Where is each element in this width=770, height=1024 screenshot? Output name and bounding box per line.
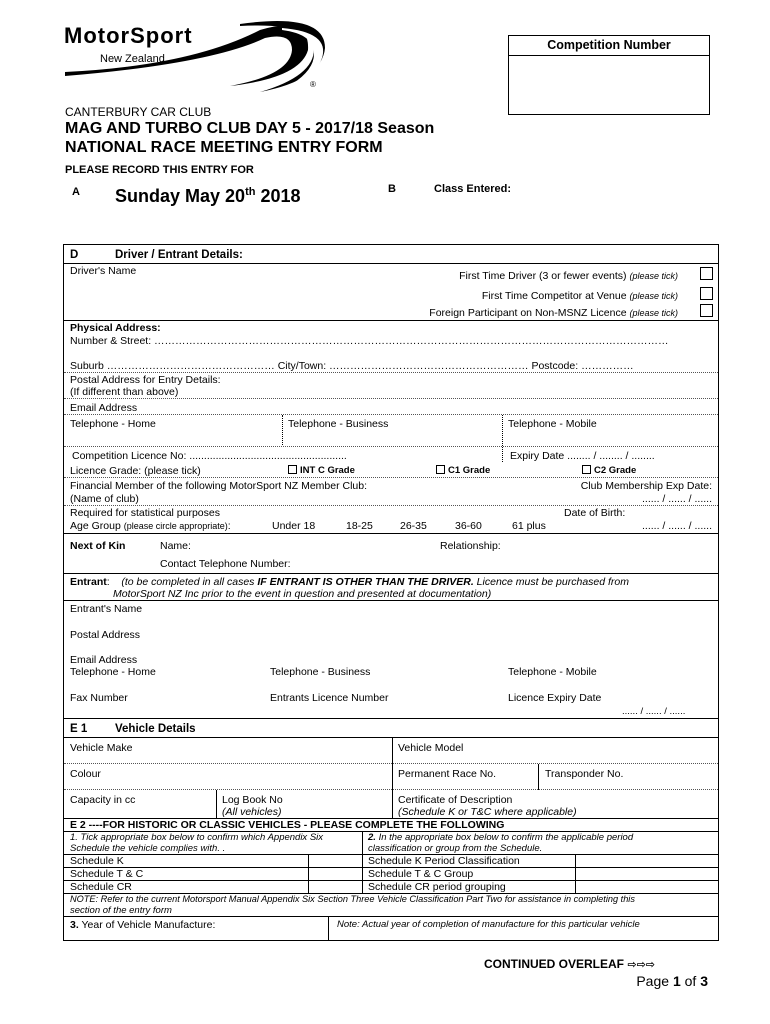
club-membership-exp-label: Club Membership Exp Date: bbox=[580, 480, 712, 492]
first-time-competitor-text: First Time Competitor at Venue bbox=[481, 290, 627, 302]
entrant-note-continued: MotorSport NZ Inc prior to the event in question and presented at documentation) bbox=[113, 588, 492, 600]
c2-grade-checkbox[interactable] bbox=[582, 465, 591, 474]
e2-instruction-2-number: 2. bbox=[368, 832, 376, 843]
entrant-note bbox=[70, 576, 629, 588]
competition-number-field[interactable] bbox=[509, 56, 709, 114]
schedule-tc-label: Schedule T & C bbox=[70, 868, 144, 880]
please-tick-hint: (please tick) bbox=[629, 271, 678, 281]
age-option-26-35[interactable]: 26-35 bbox=[400, 520, 427, 532]
entrant-note-a: (to be completed in all cases bbox=[121, 576, 258, 588]
email-address-label: Email Address bbox=[70, 402, 138, 414]
e2-instruction-1: 1. Tick appropriate box below to confirm which Appendix Six bbox=[70, 832, 324, 843]
section-e1-title: Vehicle Details bbox=[115, 723, 196, 735]
schedule-tc-group-label: Schedule T & C Group bbox=[368, 868, 474, 880]
competition-number-title: Competition Number bbox=[509, 36, 709, 56]
first-time-competitor-label bbox=[482, 290, 678, 302]
kin-contact-phone-field[interactable]: Contact Telephone Number: bbox=[160, 558, 291, 570]
telephone-mobile-label: Telephone - Mobile bbox=[508, 418, 597, 430]
c1-grade-checkbox[interactable] bbox=[436, 465, 445, 474]
entrant-tel-mobile-label: Telephone - Mobile bbox=[508, 666, 597, 678]
kin-relationship-field[interactable]: Relationship: bbox=[440, 540, 501, 552]
divider bbox=[64, 398, 718, 399]
first-time-competitor-checkbox[interactable] bbox=[700, 287, 713, 300]
entrant-name-label: Entrant's Name bbox=[70, 603, 143, 615]
year-label-text: Year of Vehicle Manufacture: bbox=[78, 919, 216, 931]
arrow-right-icon: ⇨⇨⇨ bbox=[627, 958, 656, 971]
section-e2-title: E 2 ----FOR HISTORIC OR CLASSIC VEHICLES - PLEASE COMPLETE THE FOLLOWING bbox=[70, 819, 505, 831]
event-title: MAG AND TURBO CLUB DAY 5 - 2017/18 Season bbox=[65, 120, 435, 137]
c2-grade-option[interactable] bbox=[582, 465, 636, 476]
first-time-driver-label bbox=[459, 270, 678, 282]
continued-overleaf-text: CONTINUED OVERLEAF bbox=[484, 957, 625, 971]
page-of: of bbox=[680, 973, 701, 989]
entrant-note-c: Licence must be purchased from bbox=[473, 576, 630, 588]
foreign-participant-checkbox[interactable] bbox=[700, 304, 713, 317]
page-word: Page bbox=[636, 973, 673, 989]
int-c-grade-checkbox[interactable] bbox=[288, 465, 297, 474]
please-tick-hint: (please tick) bbox=[629, 291, 678, 301]
section-b-label: B bbox=[388, 183, 396, 195]
statistical-purposes-label: Required for statistical purposes bbox=[70, 507, 220, 519]
age-group-colon: : bbox=[227, 520, 231, 532]
date-of-birth-label: Date of Birth: bbox=[564, 507, 626, 519]
colour-label: Colour bbox=[70, 768, 101, 780]
c2-grade-label: C2 Grade bbox=[594, 465, 637, 476]
divider bbox=[64, 718, 718, 719]
schedule-k-label: Schedule K bbox=[70, 855, 124, 867]
section-a-label: A bbox=[72, 186, 80, 198]
e2-instruction-1-cont: Schedule the vehicle complies with. . bbox=[70, 843, 226, 854]
continued-overleaf bbox=[484, 957, 655, 971]
licence-expiry-field[interactable]: Expiry Date ........ / ........ / ........ bbox=[510, 450, 655, 462]
divider bbox=[64, 600, 718, 601]
permanent-race-no-label: Permanent Race No. bbox=[398, 768, 497, 780]
vehicle-model-label: Vehicle Model bbox=[398, 742, 464, 754]
page-indicator bbox=[636, 973, 708, 989]
entrant-note-b: IF ENTRANT IS OTHER THAN THE DRIVER. bbox=[257, 576, 474, 588]
page-number: 1 bbox=[672, 973, 681, 989]
divider bbox=[64, 320, 718, 321]
schedule-cr-period-label: Schedule CR period grouping bbox=[368, 881, 506, 893]
first-time-driver-checkbox[interactable] bbox=[700, 267, 713, 280]
section-d-title: Driver / Entrant Details: bbox=[115, 249, 243, 261]
divider bbox=[64, 737, 718, 738]
transponder-no-label: Transponder No. bbox=[545, 768, 624, 780]
capacity-label: Capacity in cc bbox=[70, 794, 136, 806]
event-date-suffix: th bbox=[245, 186, 256, 198]
divider bbox=[502, 415, 503, 462]
schedule-k-period-label: Schedule K Period Classification bbox=[368, 855, 520, 867]
divider bbox=[64, 789, 718, 790]
divider bbox=[64, 372, 718, 373]
entrant-fax-label: Fax Number bbox=[70, 692, 128, 704]
entrant-licence-expiry-field[interactable]: ...... / ...... / ...... bbox=[622, 706, 686, 717]
section-e1-number: E 1 bbox=[70, 723, 88, 735]
event-date-year: 2018 bbox=[255, 186, 301, 206]
divider bbox=[64, 446, 718, 447]
schedule-k-box[interactable] bbox=[316, 856, 356, 866]
e2-note: NOTE: Refer to the current Motorsport Manual Appendix Six Section Three Vehicle Classification Part Two for assistance in completing this bbox=[70, 894, 635, 904]
divider bbox=[64, 533, 718, 534]
divider bbox=[392, 738, 393, 818]
event-date-main: Sunday May 20 bbox=[115, 186, 246, 206]
divider bbox=[64, 505, 718, 506]
year-of-manufacture-note: Note: Actual year of completion of manufacture for this particular vehicle bbox=[337, 919, 640, 930]
age-group-hint: (please circle appropriate) bbox=[123, 521, 228, 531]
foreign-participant-label bbox=[429, 307, 678, 319]
page-total: 3 bbox=[700, 973, 708, 989]
divider bbox=[362, 831, 363, 894]
age-group-label bbox=[70, 520, 231, 532]
telephone-business-label: Telephone - Business bbox=[288, 418, 389, 430]
divider bbox=[64, 414, 718, 415]
form-title: NATIONAL RACE MEETING ENTRY FORM bbox=[65, 139, 383, 156]
postal-address-label: Postal Address for Entry Details: bbox=[70, 374, 221, 386]
c1-grade-option[interactable] bbox=[436, 465, 490, 476]
entrant-colon: : bbox=[106, 576, 122, 588]
logo-subtitle: New Zealand bbox=[100, 53, 165, 65]
name-of-club-hint: (Name of club) bbox=[70, 493, 139, 505]
first-time-driver-text: First Time Driver (3 or fewer events) bbox=[459, 270, 627, 282]
age-option-61-plus[interactable]: 61 plus bbox=[512, 520, 546, 532]
class-entered-label: Class Entered: bbox=[434, 183, 512, 195]
age-option-18-25[interactable]: 18-25 bbox=[346, 520, 373, 532]
entrant-tel-business-label: Telephone - Business bbox=[270, 666, 371, 678]
int-c-grade-option[interactable] bbox=[288, 465, 355, 476]
e2-instruction-2-text: In the appropriate box below to confirm the applicable period bbox=[375, 832, 634, 843]
postal-address-hint: (If different than above) bbox=[70, 386, 179, 398]
entrant-label: Entrant bbox=[70, 576, 107, 588]
c1-grade-label: C1 Grade bbox=[448, 465, 491, 476]
licence-grade-label: Licence Grade: (please tick) bbox=[70, 465, 201, 477]
please-tick-hint: (please tick) bbox=[629, 308, 678, 318]
suburb-city-postcode-field[interactable]: Suburb ………………………………………… City/Town: ………………………………………………… Postcode: …………… bbox=[70, 360, 634, 372]
record-entry-label: PLEASE RECORD THIS ENTRY FOR bbox=[65, 164, 254, 176]
schedule-cr-label: Schedule CR bbox=[70, 881, 132, 893]
competition-number-box bbox=[508, 35, 710, 115]
entrant-licence-expiry-label: Licence Expiry Date bbox=[508, 692, 602, 704]
entrant-licence-number-label: Entrants Licence Number bbox=[270, 692, 389, 704]
certificate-description-label: Certificate of Description bbox=[398, 794, 513, 806]
divider bbox=[64, 763, 718, 764]
log-book-label: Log Book No bbox=[222, 794, 283, 806]
section-d-letter: D bbox=[70, 249, 79, 261]
divider bbox=[64, 573, 718, 574]
club-name: CANTERBURY CAR CLUB bbox=[65, 105, 212, 119]
int-c-grade-label: INT C Grade bbox=[300, 465, 355, 476]
kin-name-field[interactable]: Name: bbox=[160, 540, 191, 552]
competition-licence-field[interactable]: Competition Licence No: ...................................................... bbox=[72, 450, 347, 462]
e2-instruction-2-cont: classification or group from the Schedule. bbox=[368, 843, 543, 854]
e2-instruction-2 bbox=[368, 832, 633, 843]
entrant-tel-home-label: Telephone - Home bbox=[70, 666, 156, 678]
logo-wordmark: MotorSport bbox=[64, 23, 193, 48]
divider bbox=[282, 415, 283, 445]
drivers-name-label: Driver's Name bbox=[70, 265, 137, 277]
divider bbox=[308, 854, 309, 893]
divider bbox=[216, 790, 217, 818]
divider bbox=[328, 916, 329, 940]
certificate-description-hint: (Schedule K or T&C where applicable) bbox=[398, 806, 577, 818]
vehicle-make-label: Vehicle Make bbox=[70, 742, 133, 754]
physical-address-label: Physical Address: bbox=[70, 322, 161, 334]
foreign-participant-text: Foreign Participant on Non-MSNZ Licence bbox=[429, 307, 627, 319]
registered-mark: ® bbox=[310, 80, 316, 89]
divider bbox=[575, 854, 576, 893]
next-of-kin-label: Next of Kin bbox=[70, 540, 126, 552]
event-date bbox=[115, 181, 301, 207]
entrant-email-label: Email Address bbox=[70, 654, 138, 666]
financial-member-label: Financial Member of the following MotorSport NZ Member Club: bbox=[70, 480, 368, 492]
club-exp-date-field[interactable]: ...... / ...... / ...... bbox=[641, 493, 712, 505]
telephone-home-label: Telephone - Home bbox=[70, 418, 156, 430]
divider bbox=[538, 764, 539, 790]
divider bbox=[64, 477, 718, 478]
age-group-text: Age Group bbox=[70, 520, 121, 532]
age-option-under-18[interactable]: Under 18 bbox=[272, 520, 316, 532]
divider bbox=[64, 916, 718, 917]
number-street-field[interactable]: Number & Street: ………………………………………………………………………………………………………………………………… bbox=[70, 335, 669, 347]
year-number: 3. bbox=[70, 919, 79, 931]
year-of-manufacture-label bbox=[70, 919, 215, 931]
e2-note-cont: section of the entry form bbox=[70, 905, 172, 916]
entrant-postal-label: Postal Address bbox=[70, 629, 141, 641]
date-of-birth-field[interactable]: ...... / ...... / ...... bbox=[641, 520, 712, 532]
log-book-hint: (All vehicles) bbox=[222, 806, 282, 818]
age-option-36-60[interactable]: 36-60 bbox=[455, 520, 482, 532]
divider bbox=[64, 263, 718, 264]
